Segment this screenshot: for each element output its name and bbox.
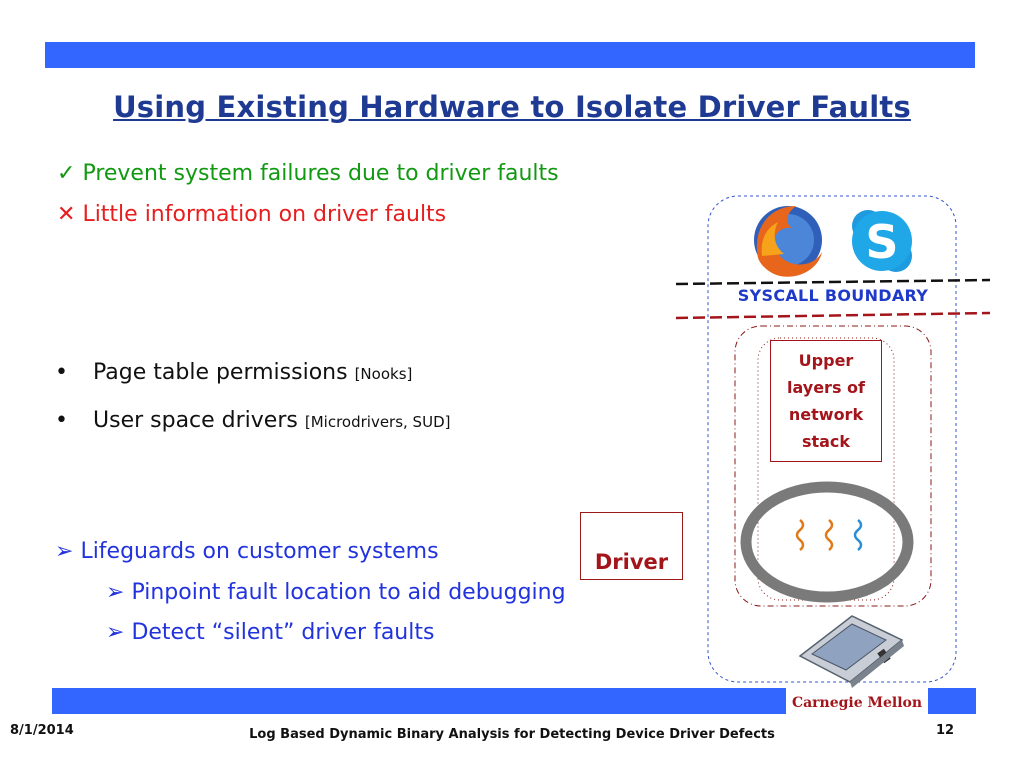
- bullet-icon: •: [55, 360, 68, 385]
- cross-line-text: Little information on driver faults: [82, 202, 447, 227]
- slide-title: Using Existing Hardware to Isolate Driver Faults: [113, 90, 911, 124]
- bullet-citation: [Nooks]: [354, 365, 413, 383]
- brand-label: Carnegie Mellon: [786, 688, 928, 718]
- driver-box: [580, 512, 683, 580]
- arrow-bullet-icon: ➢: [55, 539, 74, 564]
- svg-text:S: S: [865, 215, 899, 269]
- check-line-text: Prevent system failures due to driver faults: [82, 161, 559, 186]
- bullet-text: Page table permissions: [93, 360, 348, 385]
- driver-label: Driver: [594, 550, 669, 574]
- arrow-item-text: Detect “silent” driver faults: [131, 620, 435, 645]
- user-boundary-line: [676, 280, 990, 284]
- upper-layers-box: [770, 340, 882, 462]
- bullet-citation: [Microdrivers, SUD]: [304, 413, 451, 431]
- footer-title: Log Based Dynamic Binary Analysis for Detecting Device Driver Defects: [249, 727, 775, 742]
- firefox-icon: [754, 206, 822, 277]
- cross-icon: ✕: [57, 202, 76, 227]
- arrow-bullet-icon: ➢: [106, 580, 125, 605]
- lifeguard-ring: [746, 487, 908, 597]
- check-icon: ✓: [57, 161, 76, 186]
- arrow-item-text: Pinpoint fault location to aid debugging: [131, 580, 566, 605]
- upper-layers-label: Upper layers of network stack: [786, 351, 865, 451]
- network-card-icon: [800, 616, 904, 688]
- page-number: 12: [936, 723, 955, 738]
- kernel-boundary-line: [676, 313, 990, 318]
- bullet-text: User space drivers: [93, 408, 298, 433]
- skype-icon: [852, 210, 912, 272]
- syscall-boundary-label: SYSCALL BOUNDARY: [737, 286, 929, 305]
- arrow-bullet-icon: ➢: [106, 620, 125, 645]
- arrow-item-text: Lifeguards on customer systems: [80, 539, 439, 564]
- thread-squiggle-icon: [797, 520, 861, 550]
- bullet-icon: •: [55, 408, 68, 433]
- footer-date: 8/1/2014: [10, 723, 74, 738]
